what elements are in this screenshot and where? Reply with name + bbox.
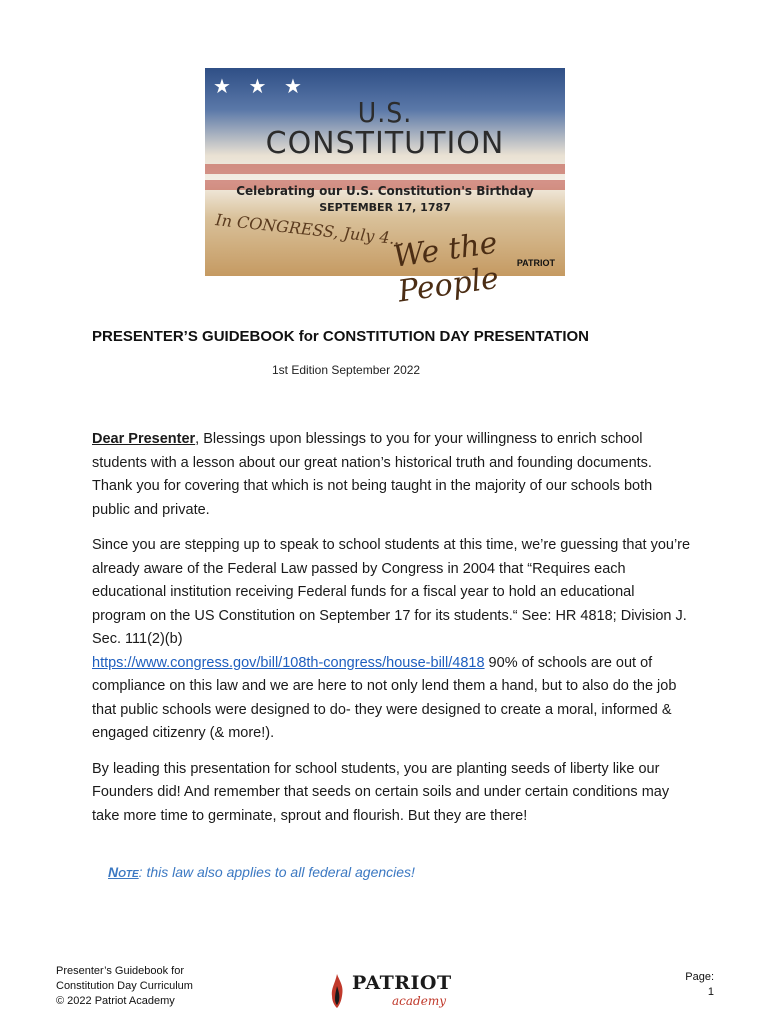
dear-presenter-label: Dear Presenter: [92, 431, 196, 447]
paragraph-2-after: 90% of schools are out of compliance on this law and we are here to not only lend them a hand, but to also do the job that public schools were designed to do- they were designed to create a moral, informed & engaged citizenry (& more!).: [92, 654, 677, 741]
footer-line-2: Constitution Day Curriculum: [56, 980, 193, 992]
flame-icon: [330, 974, 344, 1008]
page-indicator: [685, 970, 714, 1000]
banner-script-right: We the People: [390, 225, 501, 310]
paragraph-2-text: Since you are stepping up to speak to school students at this time, we’re guessing that you’re already aware of the Federal Law passed by Congress in 2004 that “Requires each educational institution receiving Federal funds for a fiscal year to hold an educational program on the US Constitution on September 17 for its students.“ See: HR 4818; Division J. Sec. 111(2)(b): [92, 537, 691, 647]
footer-info: [56, 964, 193, 1009]
banner-logo: PATRIOT: [516, 258, 555, 268]
note-label: Note: [108, 864, 139, 880]
banner-tagline: Celebrating our U.S. Constitution's Birthday: [236, 184, 534, 198]
flag-stripe: [205, 164, 565, 174]
patriot-academy-logo: [330, 970, 452, 1010]
congress-bill-link[interactable]: https://www.congress.gov/bill/108th-congress/house-bill/4818: [92, 654, 485, 671]
banner-script-left: In CONGRESS, July 4...: [214, 210, 406, 249]
note-line: [108, 864, 415, 880]
note-text: : this law also applies to all federal agencies!: [138, 864, 415, 880]
document-body: [92, 428, 692, 840]
paragraph-2: [92, 534, 692, 746]
edition-line: 1st Edition September 2022: [272, 363, 421, 377]
banner-title-line1: U.S.: [357, 96, 413, 129]
logo-sub: academy: [392, 994, 446, 1008]
page-label: Page:: [685, 971, 714, 983]
paragraph-3: By leading this presentation for school students, you are planting seeds of liberty like our Founders did! And remember that seeds on certain soils and under certain conditions may take more time to germinate, sprout and flourish. But they are there!: [92, 760, 670, 824]
logo-name: PATRIOT: [352, 972, 452, 994]
banner-date: SEPTEMBER 17, 1787: [319, 201, 451, 214]
document-title: PRESENTER’S GUIDEBOOK for CONSTITUTION DAY PRESENTATION: [92, 328, 589, 345]
paragraph-1: [92, 428, 692, 522]
page-number: 1: [707, 986, 714, 998]
constitution-banner-image: [205, 68, 565, 310]
stars-icon: ★ ★ ★: [213, 76, 308, 98]
footer-line-1: Presenter’s Guidebook for: [56, 965, 184, 977]
footer-line-3: © 2022 Patriot Academy: [56, 995, 175, 1007]
banner-title-line2: CONSTITUTION: [265, 126, 505, 161]
paragraph-1-text: , Blessings upon blessings to you for your willingness to enrich school students with a lesson about our great nation’s historical truth and founding documents. Thank you for covering that which is not being taught in the majority of our schools both public and private.: [92, 431, 653, 518]
